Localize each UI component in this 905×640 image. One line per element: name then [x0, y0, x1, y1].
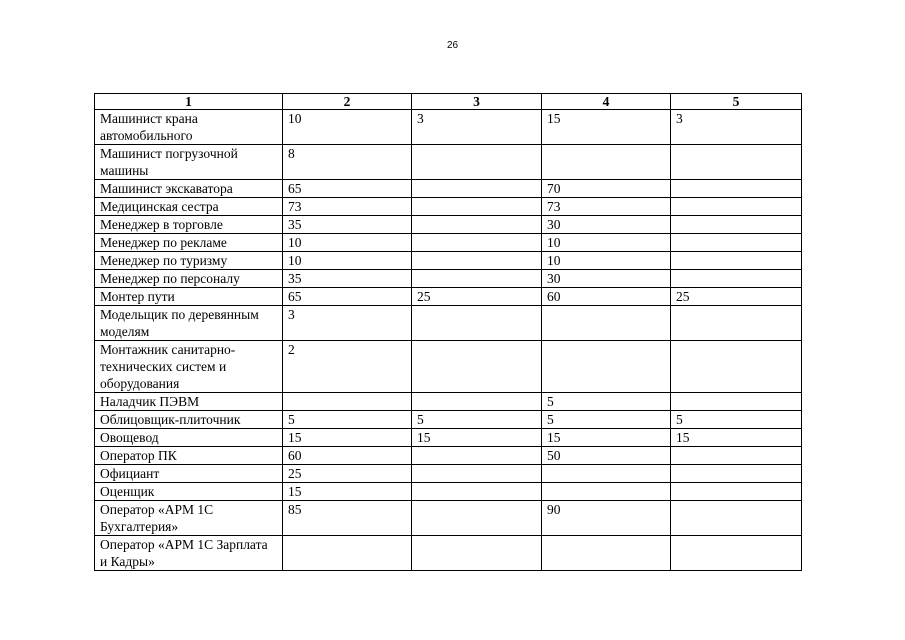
- column-header: 4: [542, 94, 671, 110]
- profession-cell: Модельщик по деревянным моделям: [95, 306, 283, 341]
- value-cell: 15: [283, 483, 412, 501]
- value-cell: 30: [542, 270, 671, 288]
- profession-cell: Монтер пути: [95, 288, 283, 306]
- profession-cell: Менеджер в торговле: [95, 216, 283, 234]
- value-cell: [542, 465, 671, 483]
- profession-cell: Оценщик: [95, 483, 283, 501]
- value-cell: [412, 536, 542, 571]
- profession-cell: Машинист погрузочной машины: [95, 145, 283, 180]
- value-cell: 3: [283, 306, 412, 341]
- table-row: [95, 393, 802, 411]
- value-cell: 10: [542, 234, 671, 252]
- value-cell: [671, 341, 802, 393]
- value-cell: 90: [542, 501, 671, 536]
- table-row: [95, 145, 802, 180]
- value-cell: [283, 393, 412, 411]
- value-cell: [671, 447, 802, 465]
- profession-cell: Наладчик ПЭВМ: [95, 393, 283, 411]
- table-row: [95, 252, 802, 270]
- profession-cell: Облицовщик-плиточник: [95, 411, 283, 429]
- table-row: [95, 216, 802, 234]
- value-cell: 65: [283, 180, 412, 198]
- value-cell: [671, 536, 802, 571]
- value-cell: [412, 447, 542, 465]
- table-row: [95, 288, 802, 306]
- table-row: [95, 483, 802, 501]
- value-cell: [412, 180, 542, 198]
- value-cell: [671, 145, 802, 180]
- value-cell: [671, 501, 802, 536]
- value-cell: 2: [283, 341, 412, 393]
- table-row: [95, 447, 802, 465]
- value-cell: [412, 501, 542, 536]
- value-cell: 3: [671, 110, 802, 145]
- value-cell: 70: [542, 180, 671, 198]
- value-cell: [671, 198, 802, 216]
- column-header: 5: [671, 94, 802, 110]
- value-cell: 15: [283, 429, 412, 447]
- value-cell: [671, 393, 802, 411]
- value-cell: 15: [671, 429, 802, 447]
- profession-cell: Машинист экскаватора: [95, 180, 283, 198]
- value-cell: [412, 483, 542, 501]
- value-cell: [412, 393, 542, 411]
- value-cell: 25: [671, 288, 802, 306]
- table-row: [95, 270, 802, 288]
- value-cell: [671, 270, 802, 288]
- value-cell: 73: [542, 198, 671, 216]
- value-cell: 25: [283, 465, 412, 483]
- profession-cell: Менеджер по туризму: [95, 252, 283, 270]
- value-cell: 35: [283, 270, 412, 288]
- table-row: [95, 306, 802, 341]
- value-cell: [542, 306, 671, 341]
- table-row: [95, 341, 802, 393]
- value-cell: 85: [283, 501, 412, 536]
- table-row: [95, 429, 802, 447]
- table-header-row: [95, 94, 802, 110]
- column-header: 2: [283, 94, 412, 110]
- value-cell: 30: [542, 216, 671, 234]
- value-cell: 10: [283, 110, 412, 145]
- profession-cell: Оператор ПК: [95, 447, 283, 465]
- data-table: [94, 93, 802, 571]
- profession-cell: Оператор «АРМ 1С Бухгалтерия»: [95, 501, 283, 536]
- value-cell: [671, 216, 802, 234]
- table-row: [95, 180, 802, 198]
- profession-cell: Менеджер по рекламе: [95, 234, 283, 252]
- value-cell: [412, 198, 542, 216]
- value-cell: 5: [671, 411, 802, 429]
- value-cell: 50: [542, 447, 671, 465]
- column-header: 3: [412, 94, 542, 110]
- value-cell: [671, 465, 802, 483]
- value-cell: 5: [542, 411, 671, 429]
- value-cell: 10: [542, 252, 671, 270]
- value-cell: [671, 234, 802, 252]
- value-cell: 15: [412, 429, 542, 447]
- profession-cell: Медицинская сестра: [95, 198, 283, 216]
- value-cell: 5: [283, 411, 412, 429]
- profession-cell: Машинист крана автомобильного: [95, 110, 283, 145]
- value-cell: [542, 483, 671, 501]
- value-cell: 60: [542, 288, 671, 306]
- table-row: [95, 411, 802, 429]
- value-cell: [283, 536, 412, 571]
- profession-cell: Монтажник санитарно-технических систем и оборудования: [95, 341, 283, 393]
- value-cell: [542, 536, 671, 571]
- value-cell: 15: [542, 429, 671, 447]
- table-row: [95, 465, 802, 483]
- profession-cell: Менеджер по персоналу: [95, 270, 283, 288]
- profession-cell: Овощевод: [95, 429, 283, 447]
- table-row: [95, 110, 802, 145]
- value-cell: 25: [412, 288, 542, 306]
- value-cell: [542, 145, 671, 180]
- profession-cell: Официант: [95, 465, 283, 483]
- table-row: [95, 501, 802, 536]
- value-cell: [412, 465, 542, 483]
- value-cell: [671, 252, 802, 270]
- value-cell: [412, 234, 542, 252]
- table-row: [95, 234, 802, 252]
- value-cell: 3: [412, 110, 542, 145]
- value-cell: 5: [412, 411, 542, 429]
- value-cell: [671, 306, 802, 341]
- value-cell: 15: [542, 110, 671, 145]
- value-cell: [412, 252, 542, 270]
- value-cell: 8: [283, 145, 412, 180]
- page-number: 26: [446, 40, 459, 51]
- value-cell: [671, 180, 802, 198]
- column-header: 1: [95, 94, 283, 110]
- value-cell: [412, 341, 542, 393]
- value-cell: [412, 270, 542, 288]
- value-cell: 5: [542, 393, 671, 411]
- profession-cell: Оператор «АРМ 1С Зарплата и Кадры»: [95, 536, 283, 571]
- value-cell: 73: [283, 198, 412, 216]
- value-cell: [412, 145, 542, 180]
- value-cell: [412, 306, 542, 341]
- table-row: [95, 198, 802, 216]
- value-cell: 60: [283, 447, 412, 465]
- value-cell: 65: [283, 288, 412, 306]
- value-cell: [542, 341, 671, 393]
- value-cell: 10: [283, 252, 412, 270]
- table-row: [95, 536, 802, 571]
- value-cell: [412, 216, 542, 234]
- value-cell: 35: [283, 216, 412, 234]
- value-cell: 10: [283, 234, 412, 252]
- value-cell: [671, 483, 802, 501]
